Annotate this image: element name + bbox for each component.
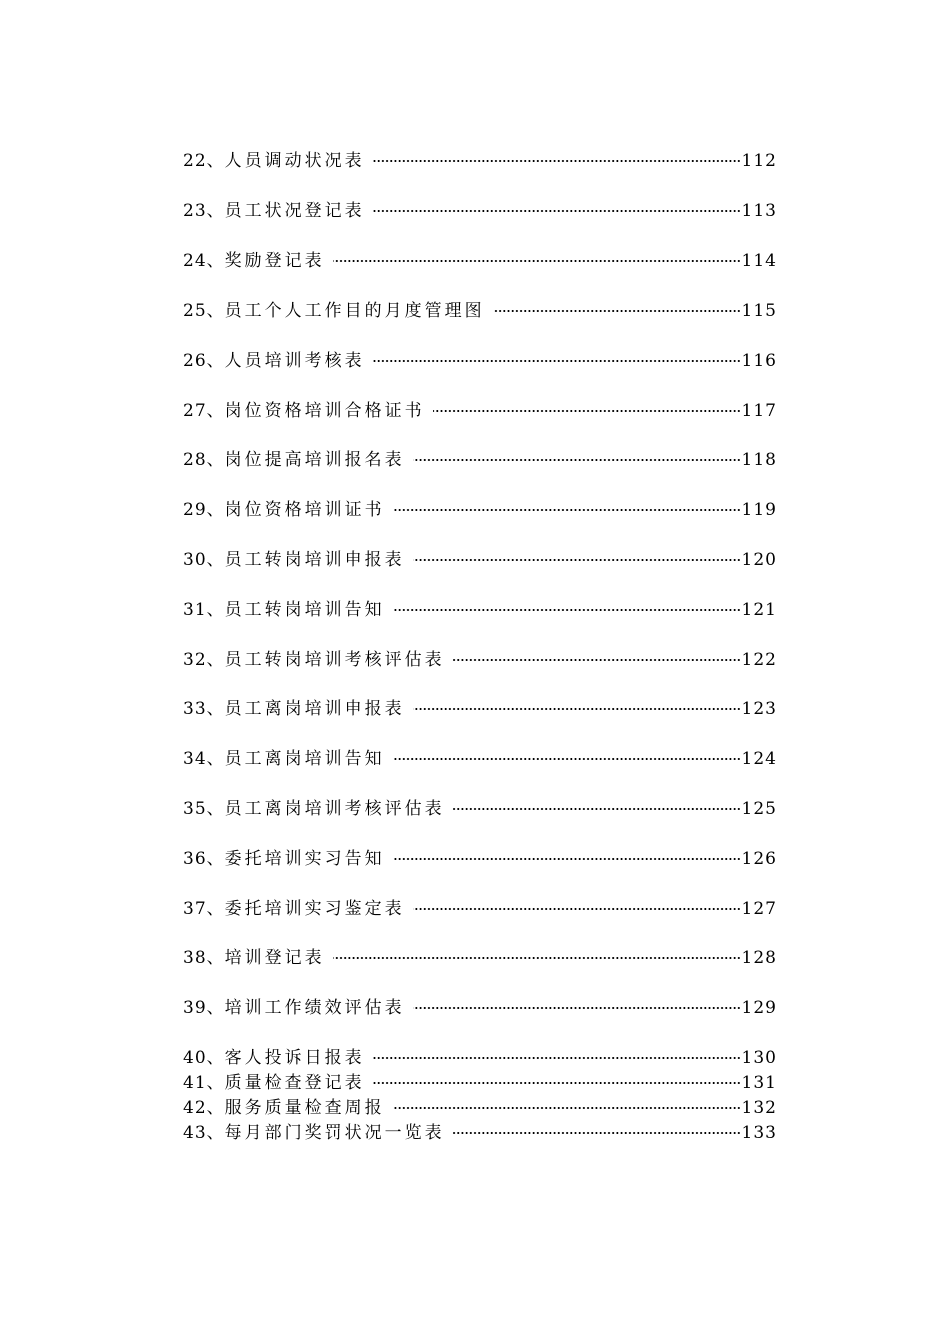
entry-title: 培训工作绩效评估表	[224, 998, 405, 1018]
entry-number: 41、	[183, 1073, 225, 1093]
entry-page-number: 124	[741, 749, 777, 769]
dot-leader	[413, 1007, 741, 1009]
toc-entry[interactable]	[183, 896, 777, 922]
toc-entry[interactable]	[183, 148, 777, 174]
toc-entry[interactable]	[183, 945, 777, 971]
dot-leader	[413, 559, 741, 561]
dot-leader	[393, 858, 741, 860]
entry-number: 40、	[183, 1048, 225, 1068]
dot-leader	[393, 758, 741, 760]
entry-page-number: 133	[741, 1123, 777, 1143]
entry-page-number: 115	[741, 301, 777, 321]
dot-leader	[393, 609, 741, 611]
entry-title: 员工离岗培训告知	[224, 749, 385, 769]
toc-entry[interactable]	[183, 597, 777, 623]
entry-title: 员工转岗培训告知	[224, 600, 385, 620]
entry-number: 33、	[183, 699, 225, 719]
toc-entry[interactable]	[183, 248, 777, 274]
entry-title: 岗位提高培训报名表	[224, 450, 405, 470]
entry-number: 30、	[183, 550, 225, 570]
entry-number: 42、	[183, 1098, 225, 1118]
entry-page-number: 128	[741, 948, 777, 968]
entry-number: 35、	[183, 799, 225, 819]
entry-title: 服务质量检查周报	[224, 1098, 385, 1118]
entry-number: 29、	[183, 500, 225, 520]
toc-entry[interactable]	[183, 1120, 777, 1146]
entry-number: 39、	[183, 998, 225, 1018]
entry-number: 36、	[183, 849, 225, 869]
entry-page-number: 114	[741, 251, 777, 271]
entry-number: 28、	[183, 450, 225, 470]
entry-page-number: 121	[741, 600, 777, 620]
entry-page-number: 112	[741, 151, 777, 171]
entry-title: 员工转岗培训考核评估表	[224, 650, 445, 670]
entry-number: 22、	[183, 151, 225, 171]
dot-leader	[333, 957, 741, 959]
entry-number: 32、	[183, 650, 225, 670]
entry-title: 岗位资格培训合格证书	[224, 401, 425, 421]
entry-title: 员工转岗培训申报表	[224, 550, 405, 570]
entry-title: 员工状况登记表	[224, 201, 365, 221]
toc-entry[interactable]	[183, 497, 777, 523]
dot-leader	[453, 1132, 741, 1134]
dot-leader	[373, 160, 741, 162]
dot-leader	[373, 210, 741, 212]
entry-page-number: 126	[741, 849, 777, 869]
dot-leader	[413, 459, 741, 461]
entry-number: 34、	[183, 749, 225, 769]
toc-entry[interactable]	[183, 796, 777, 822]
toc-entry[interactable]	[183, 198, 777, 224]
toc-entry[interactable]	[183, 398, 777, 424]
dot-leader	[453, 808, 741, 810]
entry-title: 员工离岗培训考核评估表	[224, 799, 445, 819]
dot-leader	[373, 1082, 741, 1084]
entry-page-number: 113	[741, 201, 777, 221]
toc-entry[interactable]	[183, 547, 777, 573]
entry-page-number: 131	[741, 1073, 777, 1093]
toc-entry[interactable]	[183, 348, 777, 374]
entry-number: 43、	[183, 1123, 225, 1143]
entry-page-number: 117	[741, 401, 777, 421]
entry-title: 质量检查登记表	[224, 1073, 365, 1093]
entry-page-number: 122	[741, 650, 777, 670]
entry-page-number: 116	[741, 351, 777, 371]
entry-title: 人员调动状况表	[224, 151, 365, 171]
toc-entry[interactable]	[183, 1045, 777, 1071]
entry-title: 员工个人工作目的月度管理图	[224, 301, 485, 321]
dot-leader	[433, 410, 741, 412]
entry-title: 委托培训实习鉴定表	[224, 899, 405, 919]
dot-leader	[393, 509, 741, 511]
dot-leader	[413, 708, 741, 710]
toc-entry[interactable]	[183, 1095, 777, 1121]
entry-number: 25、	[183, 301, 225, 321]
entry-title: 人员培训考核表	[224, 351, 365, 371]
entry-number: 27、	[183, 401, 225, 421]
entry-page-number: 129	[741, 998, 777, 1018]
entry-page-number: 127	[741, 899, 777, 919]
dot-leader	[413, 908, 741, 910]
toc-entry[interactable]	[183, 696, 777, 722]
entry-number: 31、	[183, 600, 225, 620]
entry-number: 37、	[183, 899, 225, 919]
entry-number: 38、	[183, 948, 225, 968]
entry-page-number: 132	[741, 1098, 777, 1118]
toc-entry[interactable]	[183, 298, 777, 324]
entry-title: 员工离岗培训申报表	[224, 699, 405, 719]
entry-title: 委托培训实习告知	[224, 849, 385, 869]
entry-title: 培训登记表	[224, 948, 325, 968]
toc-entry[interactable]	[183, 1070, 777, 1096]
entry-number: 23、	[183, 201, 225, 221]
entry-title: 奖励登记表	[224, 251, 325, 271]
toc-entry[interactable]	[183, 746, 777, 772]
toc-entry[interactable]	[183, 647, 777, 673]
entry-page-number: 118	[741, 450, 777, 470]
dot-leader	[373, 360, 741, 362]
toc-entry[interactable]	[183, 846, 777, 872]
entry-title: 每月部门奖罚状况一览表	[224, 1123, 445, 1143]
toc-entry[interactable]	[183, 447, 777, 473]
entry-page-number: 125	[741, 799, 777, 819]
entry-number: 26、	[183, 351, 225, 371]
toc-entry[interactable]	[183, 995, 777, 1021]
entry-number: 24、	[183, 251, 225, 271]
entry-page-number: 123	[741, 699, 777, 719]
entry-title: 客人投诉日报表	[224, 1048, 365, 1068]
dot-leader	[373, 1057, 741, 1059]
dot-leader	[453, 659, 741, 661]
entry-page-number: 130	[741, 1048, 777, 1068]
entry-title: 岗位资格培训证书	[224, 500, 385, 520]
entry-page-number: 119	[741, 500, 777, 520]
dot-leader	[393, 1107, 741, 1109]
dot-leader	[493, 310, 741, 312]
dot-leader	[333, 260, 741, 262]
entry-page-number: 120	[741, 550, 777, 570]
